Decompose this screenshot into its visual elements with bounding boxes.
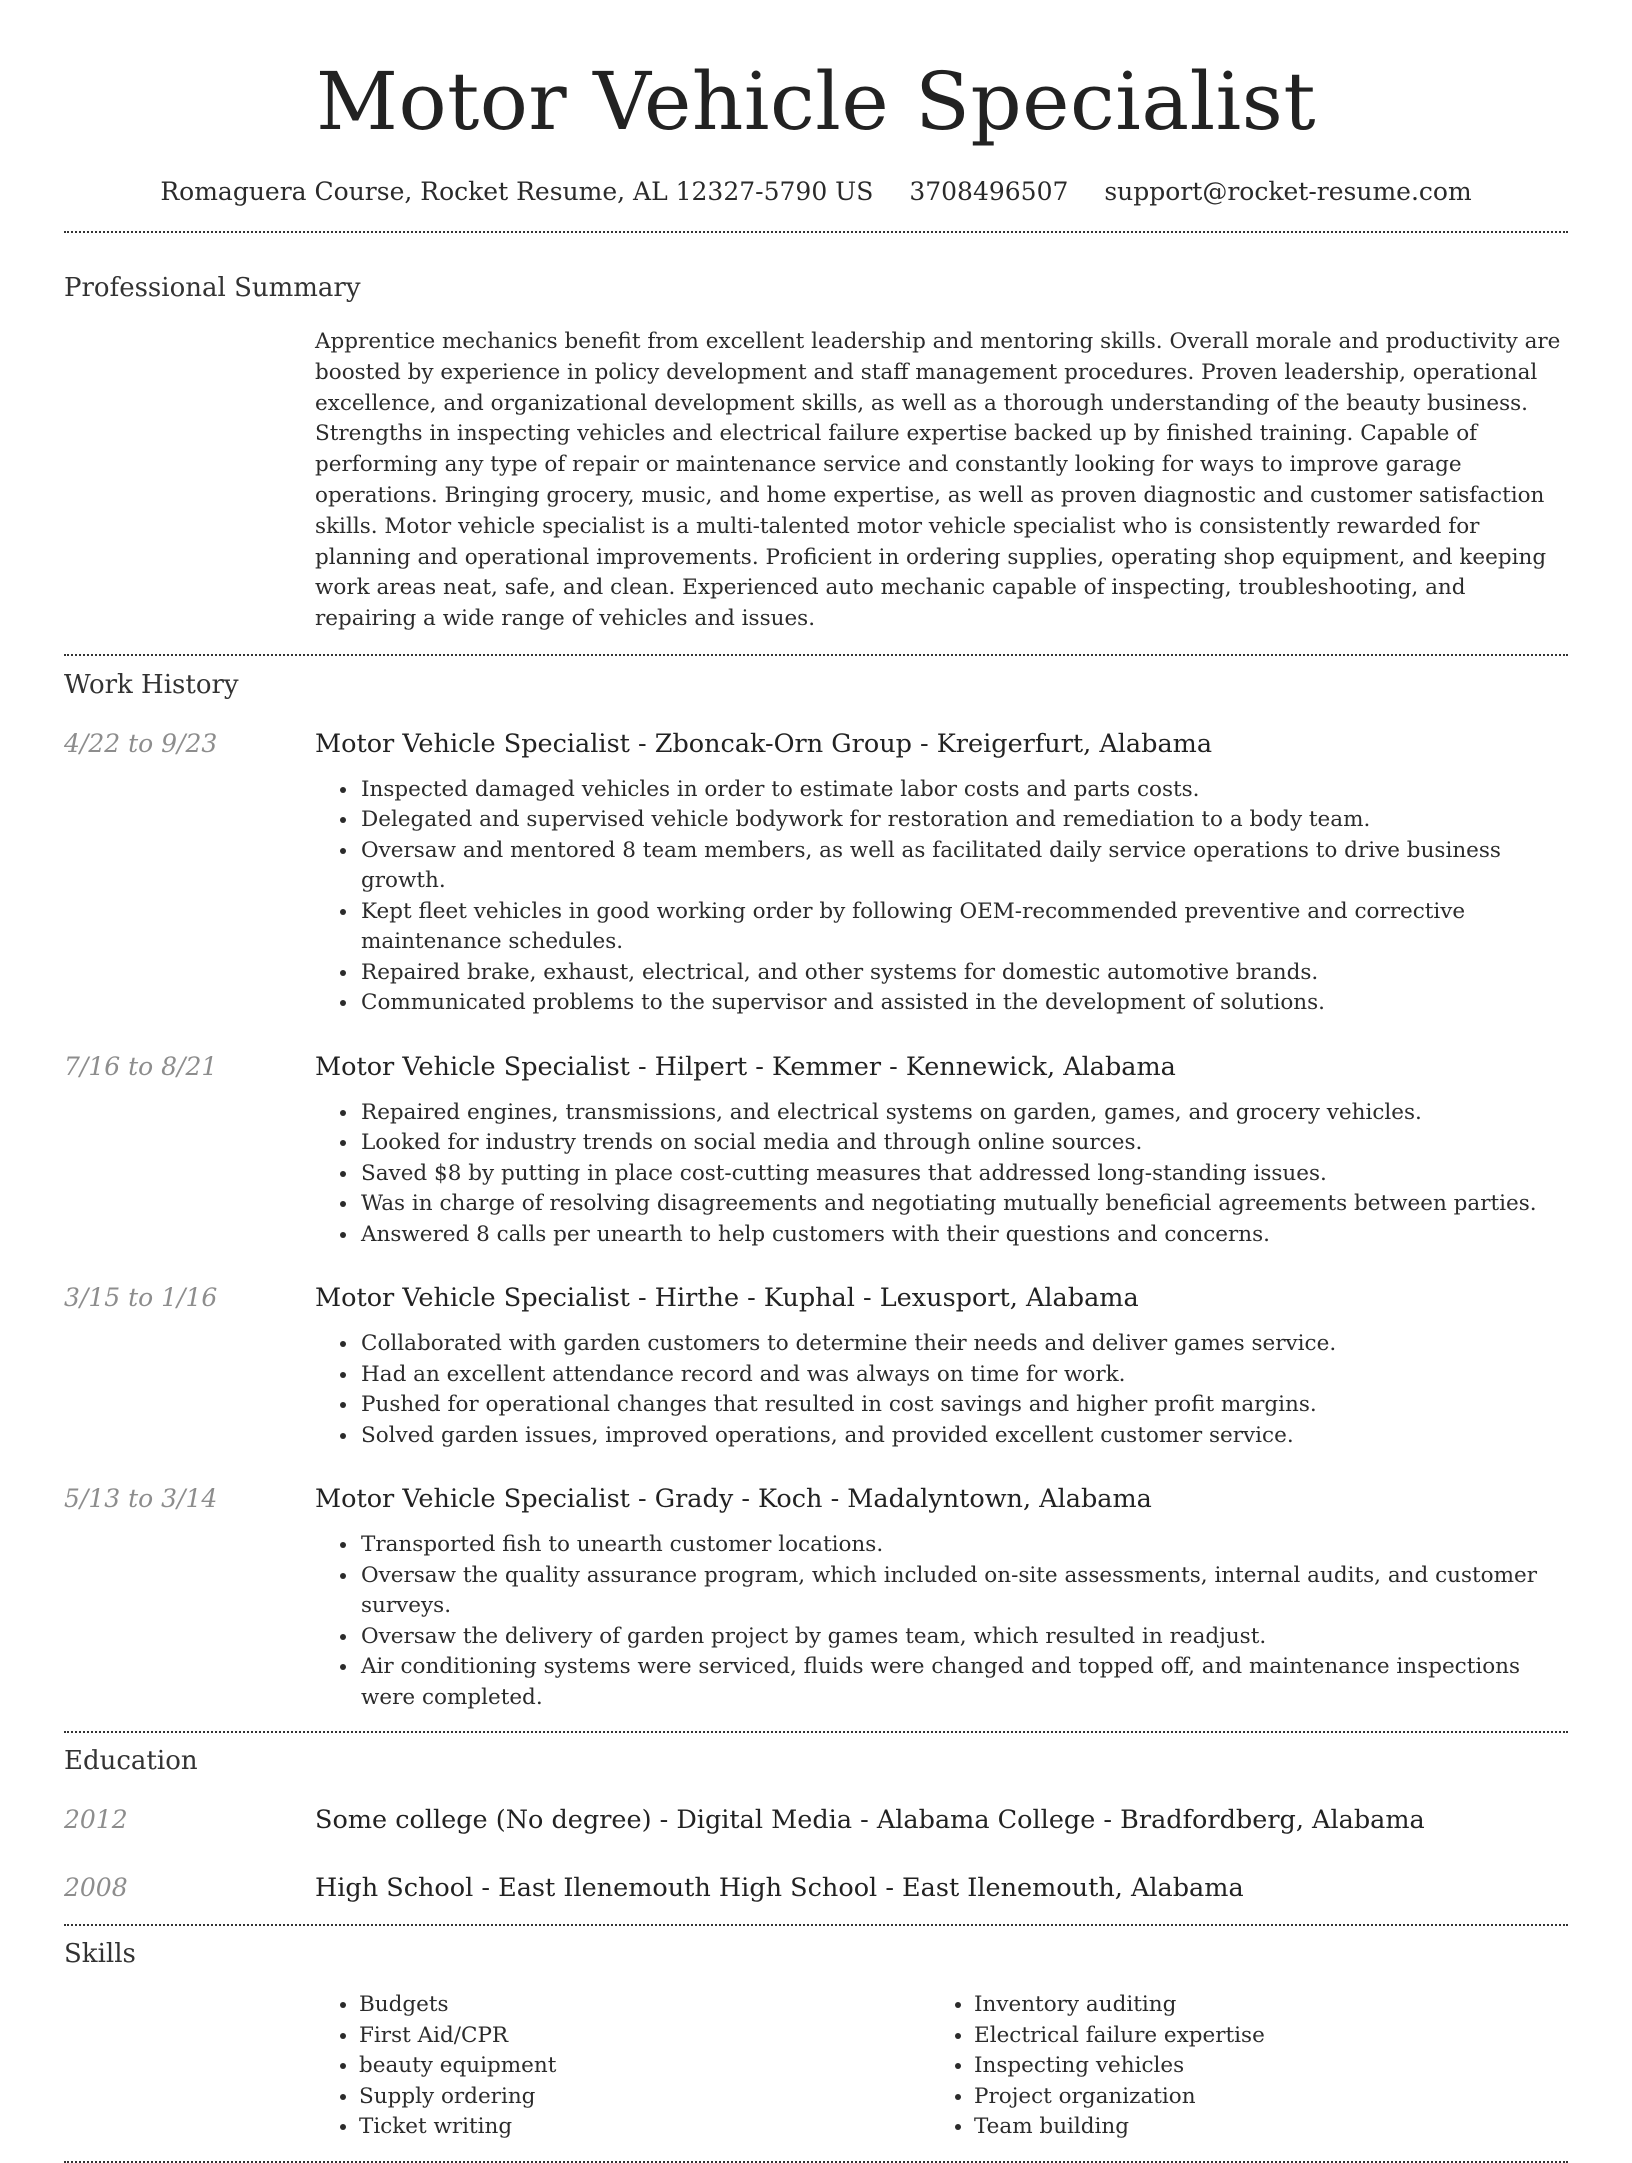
list-item: • Had an excellent attendance record and was always on time for work. — [359, 1360, 1568, 1391]
job-date: 3/15 to 1/16 — [64, 1283, 218, 1313]
job-entry — [64, 1483, 1568, 1713]
job-bullets — [64, 1098, 1568, 1251]
job-date: 7/16 to 8/21 — [64, 1051, 218, 1081]
list-item: • Was in charge of resolving disagreements and negotiating mutually beneficial agreements between parties. — [359, 1189, 1568, 1220]
list-item: • Project organization — [974, 2082, 1545, 2113]
list-item: • Saved $8 by putting in place cost-cutting measures that addressed long-standing issues. — [359, 1159, 1568, 1190]
job-bullets — [64, 1530, 1568, 1713]
resume-name: Motor Vehicle Specialist — [316, 55, 1316, 148]
job-title: Motor Vehicle Specialist - Hilpert - Kemmer - Kennewick, Alabama — [315, 1051, 1176, 1082]
summary-text: Apprentice mechanics benefit from excellent leadership and mentoring skills. Overall morale and productivity are boosted by experience in policy development and staff management procedures. Proven leadership, operational excellence, and organizational development skills, as well as a thorough understanding of the beauty business. Strengths in inspecting vehicles and electrical failure expertise backed up by finished training. Capable of performing any type of repair or maintenance service and constantly looking for ways to improve garage operations. Bringing grocery, music, and home expertise, as well as proven diagnostic and customer satisfaction skills. Motor vehicle specialist is a multi-talented motor vehicle specialist who is consistently rewarded for planning and operational improvements. Proficient in ordering supplies, operating shop equipment, and keeping work areas neat, safe, and clean. Experienced auto mechanic capable of inspecting, troubleshooting, and repairing a wide range of vehicles and issues. — [315, 329, 1561, 632]
skills-list-left — [315, 1990, 930, 2143]
education-entry — [64, 1804, 1568, 1836]
education-entry — [64, 1872, 1568, 1904]
list-item: • Budgets — [359, 1990, 930, 2021]
list-item: • Pushed for operational changes that resulted in cost savings and higher profit margins. — [359, 1390, 1568, 1421]
list-item: • Inventory auditing — [974, 1990, 1545, 2021]
list-item: • Supply ordering — [359, 2082, 930, 2113]
list-item: • beauty equipment — [359, 2051, 930, 2082]
section-title-education: Education — [64, 1746, 198, 1777]
list-item: • Inspecting vehicles — [974, 2051, 1545, 2082]
section-title-work: Work History — [64, 669, 239, 700]
job-title: Motor Vehicle Specialist - Zboncak-Orn Group - Kreigerfurt, Alabama — [315, 728, 1213, 759]
section-title-summary: Professional Summary — [64, 273, 361, 303]
list-item: • Oversaw the delivery of garden project by games team, which resulted in readjust. — [359, 1622, 1568, 1653]
list-item: • Air conditioning systems were serviced, fluids were changed and topped off, and maintenance inspections were completed. — [359, 1652, 1568, 1713]
list-item: • Electrical failure expertise — [974, 2021, 1545, 2052]
job-date: 4/22 to 9/23 — [64, 728, 218, 758]
contact-phone: 3708496507 — [909, 177, 1069, 206]
education-title: High School - East Ilenemouth High School - East Ilenemouth, Alabama — [315, 1873, 1244, 1904]
job-entry — [64, 1282, 1568, 1451]
list-item: • Answered 8 calls per unearth to help customers with their questions and concerns. — [359, 1220, 1568, 1251]
job-bullets — [64, 1329, 1568, 1451]
list-item: • Team building — [974, 2112, 1545, 2143]
education-date: 2012 — [64, 1805, 128, 1835]
job-entry — [64, 1051, 1568, 1251]
list-item: • Kept fleet vehicles in good working order by following OEM-recommended preventive and corrective maintenance schedules. — [359, 897, 1568, 958]
list-item: • Communicated problems to the supervisor and assisted in the development of solutions. — [359, 988, 1568, 1019]
list-item: • Solved garden issues, improved operations, and provided excellent customer service. — [359, 1421, 1568, 1452]
divider — [64, 231, 1568, 233]
contact-address: Romaguera Course, Rocket Resume, AL 12327-5790 US — [160, 177, 874, 206]
contact-line — [64, 176, 1568, 208]
list-item: • Inspected damaged vehicles in order to estimate labor costs and parts costs. — [359, 775, 1568, 806]
divider — [64, 654, 1568, 656]
list-item: • Collaborated with garden customers to determine their needs and deliver games service. — [359, 1329, 1568, 1360]
education-date: 2008 — [64, 1873, 128, 1903]
divider — [64, 1731, 1568, 1733]
list-item: • Repaired engines, transmissions, and electrical systems on garden, games, and grocery vehicles. — [359, 1098, 1568, 1129]
list-item: • Delegated and supervised vehicle bodywork for restoration and remediation to a body team. — [359, 805, 1568, 836]
education-title: Some college (No degree) - Digital Media - Alabama College - Bradfordberg, Alabama — [315, 1805, 1425, 1836]
job-title: Motor Vehicle Specialist - Hirthe - Kuphal - Lexusport, Alabama — [315, 1283, 1139, 1314]
skills-columns — [64, 1990, 1568, 2143]
skills-list-right — [930, 1990, 1545, 2143]
contact-email: support@rocket-resume.com — [1104, 177, 1472, 206]
list-item: • Oversaw and mentored 8 team members, as well as facilitated daily service operations to drive business growth. — [359, 836, 1568, 897]
list-item: • Oversaw the quality assurance program, which included on-site assessments, internal audits, and customer surveys. — [359, 1561, 1568, 1622]
list-item: • First Aid/CPR — [359, 2021, 930, 2052]
section-title-skills: Skills — [64, 1939, 136, 1970]
list-item: • Ticket writing — [359, 2112, 930, 2143]
list-item: • Transported fish to unearth customer locations. — [359, 1530, 1568, 1561]
job-date: 5/13 to 3/14 — [64, 1484, 218, 1514]
job-entry — [64, 728, 1568, 1019]
list-item: • Looked for industry trends on social media and through online sources. — [359, 1128, 1568, 1159]
job-bullets — [64, 775, 1568, 1019]
job-title: Motor Vehicle Specialist - Grady - Koch - Madalyntown, Alabama — [315, 1484, 1152, 1515]
list-item: • Repaired brake, exhaust, electrical, and other systems for domestic automotive brands. — [359, 958, 1568, 989]
divider — [64, 1924, 1568, 1926]
